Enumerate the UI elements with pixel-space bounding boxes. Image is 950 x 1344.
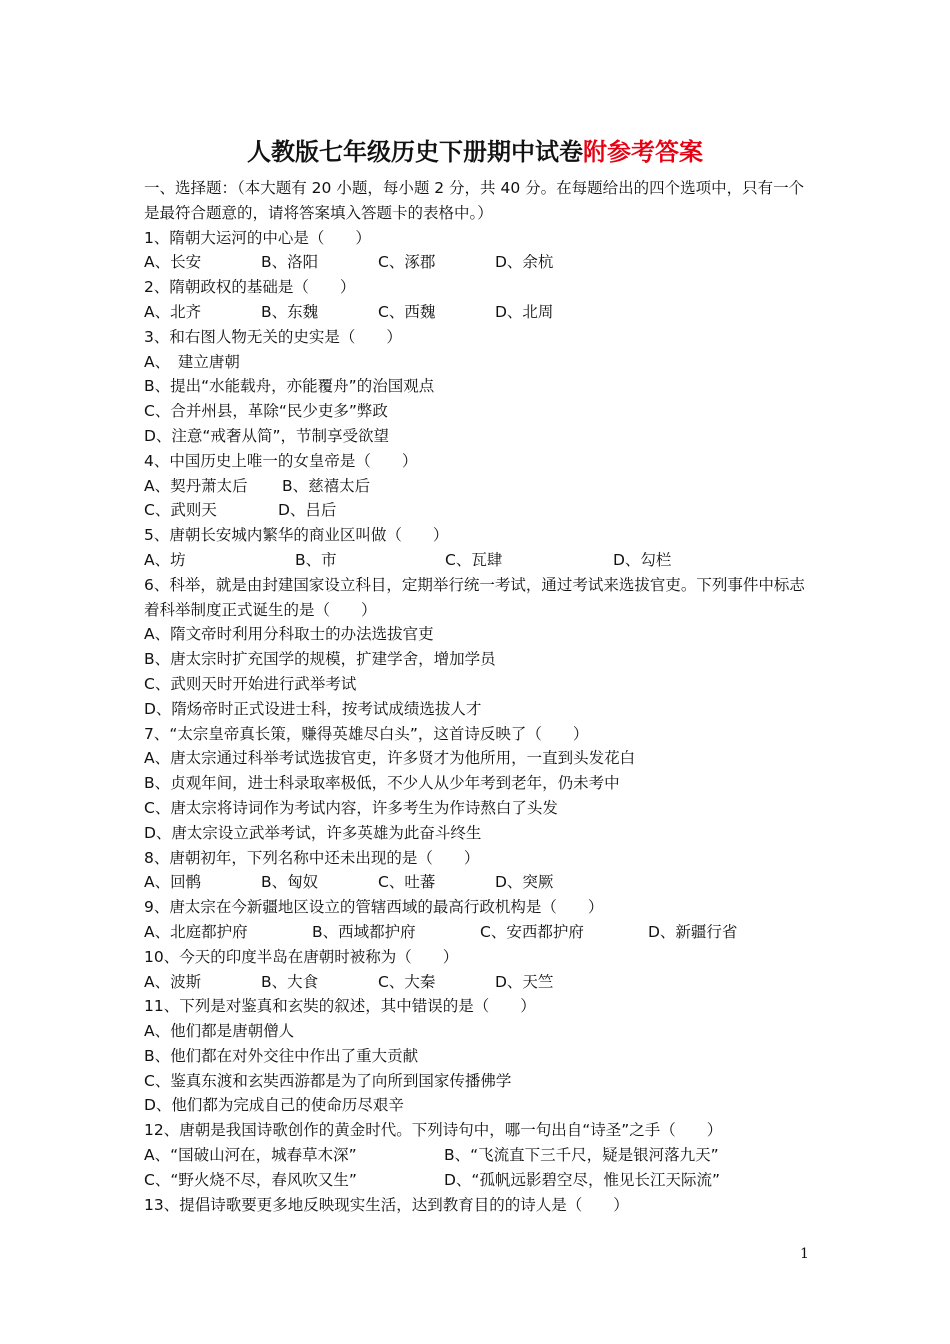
option-12b: B、“飞流直下三千尺，疑是银河落九天”: [444, 1146, 719, 1165]
option-8c: C、吐蕃: [378, 873, 436, 892]
option-2d: D、北周: [495, 302, 554, 321]
options-12cd: [144, 1168, 812, 1193]
option-3d: D、注意“戒奢从简”，节制享受欲望: [144, 426, 389, 445]
option-9c: C、安西都护府: [480, 922, 584, 941]
question-3: 3、和右图人物无关的史实是（ ）: [144, 327, 402, 346]
question-7: 7、“太宗皇帝真长策，赚得英雄尽白头”，这首诗反映了（ ）: [144, 724, 589, 743]
question-12: 12、唐朝是我国诗歌创作的黄金时代。下列诗句中，哪一句出自“诗圣”之手（ ）: [144, 1121, 723, 1140]
page-title: [0, 132, 950, 167]
option-11c: C、鉴真东渡和玄奘西游都是为了向所到国家传播佛学: [144, 1071, 512, 1090]
option-8a: A、回鹘: [144, 873, 202, 892]
option-5c: C、瓦肆: [445, 550, 503, 569]
option-6b: B、唐太宗时扩充国学的规模，扩建学舍，增加学员: [144, 650, 496, 669]
option-6c: C、武则天时开始进行武举考试: [144, 674, 357, 693]
option-7b: B、贞观年间，进士科录取率极低，不少人从少年考到老年，仍未考中: [144, 774, 620, 793]
options-8: [144, 870, 812, 895]
option-4c: C、武则天: [144, 501, 217, 520]
page-number: 1: [800, 1246, 809, 1262]
option-1b: B、洛阳: [261, 253, 319, 272]
option-9b: B、西域都护府: [312, 922, 416, 941]
options-12ab: [144, 1143, 812, 1168]
options-4cd: [144, 498, 812, 523]
option-5b: B、市: [295, 550, 337, 569]
option-8d: D、突厥: [495, 873, 554, 892]
option-9d: D、新疆行省: [648, 922, 738, 941]
question-6: 6、科举，就是由封建国家设立科目，定期举行统一考试，通过考试来选拔官吏。下列事件中标志着科举制度正式诞生的是（ ）: [144, 575, 805, 619]
option-3a: A、 建立唐朝: [144, 352, 240, 371]
options-9: [144, 920, 812, 945]
option-1a: A、长安: [144, 253, 202, 272]
option-12d: D、“孤帆远影碧空尽，惟见长江天际流”: [444, 1170, 720, 1189]
option-7c: C、唐太宗将诗词作为考试内容，许多考生为作诗熬白了头发: [144, 798, 558, 817]
options-4ab: [144, 474, 812, 499]
question-11: 11、下列是对鉴真和玄奘的叙述，其中错误的是（ ）: [144, 997, 536, 1016]
question-13: 13、提倡诗歌要更多地反映现实生活，达到教育目的的诗人是（ ）: [144, 1195, 629, 1214]
option-11a: A、他们都是唐朝僧人: [144, 1022, 295, 1041]
option-2c: C、西魏: [378, 302, 436, 321]
title-main: 人教版七年级历史下册期中试卷: [247, 137, 583, 166]
option-12c: C、“野火烧不尽，春风吹又生”: [144, 1170, 357, 1189]
option-11b: B、他们都在对外交往中作出了重大贡献: [144, 1046, 419, 1065]
option-10b: B、大食: [261, 972, 319, 991]
section-header: 一、选择题：（本大题有 20 小题，每小题 2 分，共 40 分。在每题给出的四个选项中，只有一个是最符合题意的，请将答案填入答题卡的表格中。）: [144, 179, 805, 222]
question-1: 1、隋朝大运河的中心是（ ）: [144, 228, 371, 247]
option-5a: A、坊: [144, 550, 186, 569]
option-1d: D、余杭: [495, 253, 554, 272]
option-10a: A、波斯: [144, 972, 202, 991]
option-1c: C、涿郡: [378, 253, 436, 272]
option-7a: A、唐太宗通过科举考试选拔官吏，许多贤才为他所用，一直到头发花白: [144, 749, 636, 768]
options-1: [144, 250, 812, 275]
option-6a: A、隋文帝时利用分科取士的办法选拔官吏: [144, 625, 434, 644]
option-7d: D、唐太宗设立武举考试，许多英雄为此奋斗终生: [144, 823, 482, 842]
exam-content: [144, 176, 812, 1217]
option-6d: D、隋炀帝时正式设进士科，按考试成绩选拔人才: [144, 699, 482, 718]
option-4b: B、慈禧太后: [282, 476, 371, 495]
option-10c: C、大秦: [378, 972, 436, 991]
option-3c: C、合并州县，革除“民少吏多”弊政: [144, 402, 388, 421]
question-10: 10、今天的印度半岛在唐朝时被称为（ ）: [144, 947, 459, 966]
option-4a: A、契丹萧太后: [144, 476, 248, 495]
title-accent: 附参考答案: [583, 137, 703, 166]
option-11d: D、他们都为完成自己的使命历尽艰辛: [144, 1096, 404, 1115]
question-2: 2、隋朝政权的基础是（ ）: [144, 278, 356, 297]
option-3b: B、提出“水能载舟，亦能覆舟”的治国观点: [144, 377, 435, 396]
question-4: 4、中国历史上唯一的女皇帝是（ ）: [144, 451, 418, 470]
options-2: [144, 300, 812, 325]
option-8b: B、匈奴: [261, 873, 319, 892]
option-5d: D、勾栏: [613, 550, 672, 569]
option-2b: B、东魏: [261, 302, 319, 321]
question-8: 8、唐朝初年，下列名称中还未出现的是（ ）: [144, 848, 480, 867]
options-5: [144, 548, 812, 573]
option-2a: A、北齐: [144, 302, 202, 321]
option-9a: A、北庭都护府: [144, 922, 248, 941]
question-5: 5、唐朝长安城内繁华的商业区叫做（ ）: [144, 526, 449, 545]
option-4d: D、吕后: [278, 501, 337, 520]
option-12a: A、“国破山河在，城春草木深”: [144, 1146, 357, 1165]
option-10d: D、天竺: [495, 972, 554, 991]
question-9: 9、唐太宗在今新疆地区设立的管辖西域的最高行政机构是（ ）: [144, 898, 604, 917]
options-10: [144, 970, 812, 995]
